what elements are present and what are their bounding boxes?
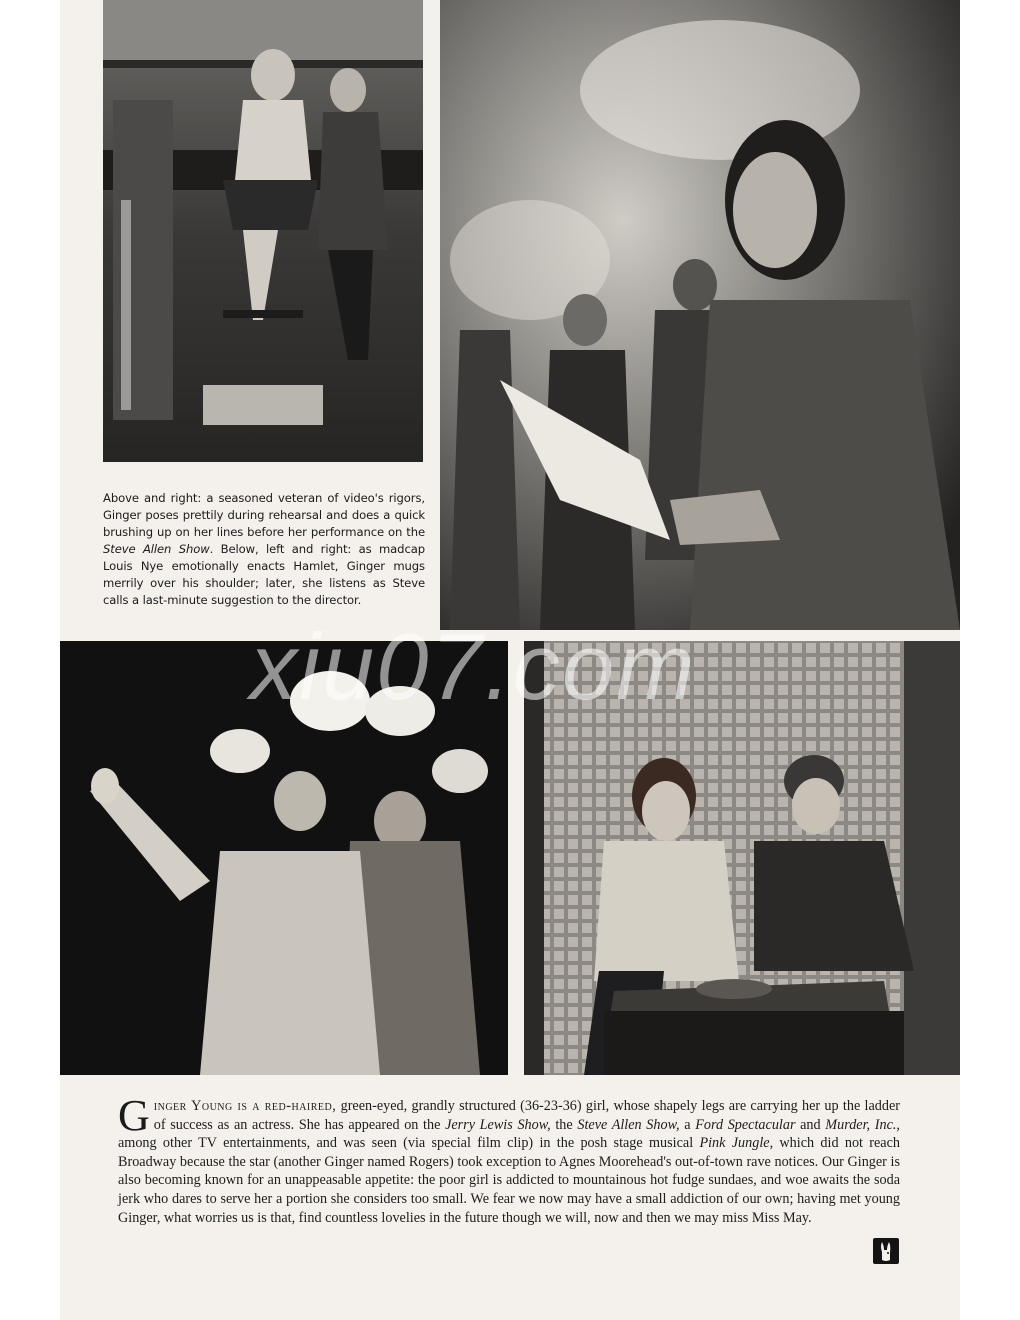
show-title-4: Murder, Inc.,: [825, 1116, 900, 1133]
body-text-3: a: [679, 1116, 696, 1133]
body-text-1: green-eyed, grandly structured (36-23-36) girl, whose shapely legs are carrying her up the ladder of success as an actress. She has appeared on the: [153, 1098, 900, 1133]
bunny-logo-icon: [873, 1238, 899, 1264]
lead-smallcaps: inger Young is a red-haired,: [153, 1098, 337, 1114]
body-text-5: among other TV entertainments, and was seen (via special film clip) in the posh stage musical: [118, 1135, 700, 1152]
photo-caption: [103, 490, 425, 609]
watermark-text: xiu07.com: [250, 614, 697, 719]
photo-rehearsal: [103, 0, 423, 462]
photo-harmonica-scene: [524, 641, 960, 1075]
show-title-2: Steve Allen Show,: [577, 1116, 680, 1133]
show-title-1: Jerry Lewis Show,: [445, 1116, 551, 1133]
show-title-5: Pink Jungle,: [699, 1135, 774, 1152]
drop-cap: G: [118, 1091, 150, 1140]
article-body: [118, 1091, 900, 1227]
caption-show-title: Steve Allen Show: [103, 542, 210, 556]
photo-hamlet-rehearsal: [60, 641, 508, 1075]
photo-script-reading: [440, 0, 960, 630]
show-title-3: Ford Spectacular: [695, 1116, 796, 1133]
body-text-2: the: [550, 1116, 578, 1133]
caption-part1: Above and right: a seasoned veteran of video's rigors, Ginger poses prettily during rehearsal and does a quick brushing up on her lines before her performance on the: [103, 491, 425, 539]
body-text-6: which did not reach Broadway because the star (another Ginger named Rogers) took exception to Agnes Moorehead's out-of-town rave notices. Our Ginger is also becoming known for an unappeasable appetite: the poor girl is addicted to mountainous hot fudge sundaes, and woe awaits the soda jerk who dares to serve her a portion she considers too small. We fear we now may have a small addiction of our own; having met young Ginger, what worries us is that, find countless lovelies in the future though we will, now and then we may miss Miss May.: [118, 1135, 900, 1226]
caption-part2: . Below, left and right: as madcap Louis Nye emotionally enacts Hamlet, Ginger mugs merrily over his shoulder; later, she listens as Steve calls a last-minute suggestion to the director.: [103, 542, 425, 607]
body-text-4: and: [795, 1116, 826, 1133]
